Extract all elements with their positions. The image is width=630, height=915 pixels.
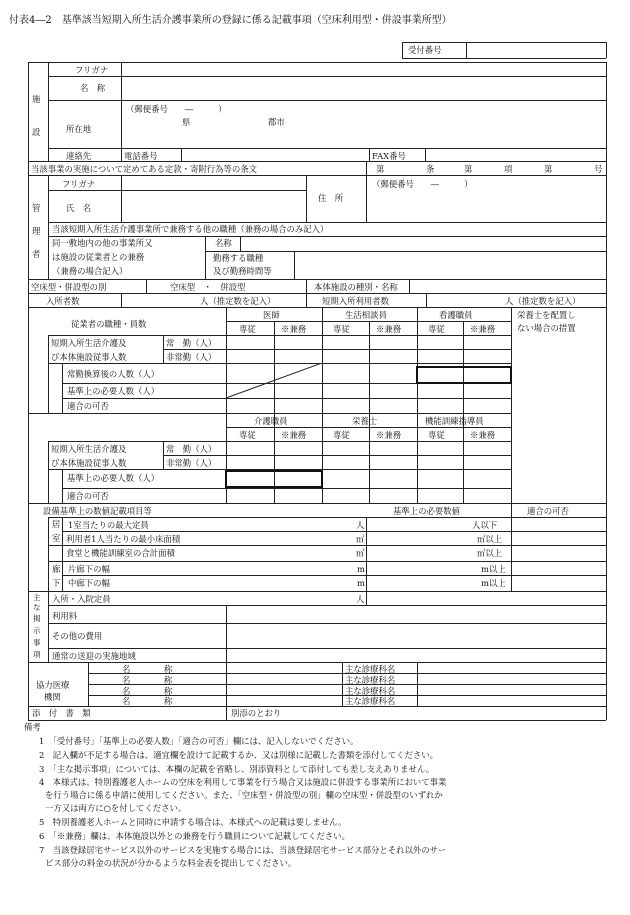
trainer-fulltime: 専従: [428, 430, 445, 440]
main-facility-type-label: 本体施設の種別・名称: [314, 282, 398, 292]
staff-adequacy-label: 適合の可否: [67, 401, 109, 411]
equipment-r2-unit: ㎡: [356, 534, 365, 544]
note-6: 6 「※兼務」欄は、本体施設以外との兼務を行う職員について記載してください。: [39, 831, 350, 841]
equipment-r1-label: 1室当たりの最大定員: [68, 520, 149, 530]
facility-fax-label: FAX番号: [372, 151, 406, 161]
posting-fee-label: 利用料: [52, 611, 78, 621]
posting-char-6: 項: [33, 650, 41, 659]
equipment-r5-label: 中廊下の幅: [68, 578, 110, 588]
articles-dai-3: 第: [544, 164, 553, 174]
staff2-irregular-label: 非常勤（人）: [166, 458, 217, 468]
note-4c: 一方又は両方に○を付してください。: [45, 803, 187, 813]
type-label: 空床型・併設型の別: [31, 282, 107, 292]
staff-row1-label-1: 短期入所生活介護及: [51, 338, 127, 348]
equipment-r2-std: ㎡以上: [477, 534, 503, 544]
staff-row1-label-2: び本体施設従事人数: [51, 352, 127, 362]
equipment-room-char-2: 室: [52, 533, 61, 543]
cooperation-label-2: 機関: [44, 692, 61, 702]
capacity-label: 入所者数: [46, 296, 80, 306]
nurse-header: 看護職員: [439, 310, 473, 320]
facility-tel-label: 電話番号: [124, 151, 158, 161]
nurse-fulltime: 専従: [428, 324, 445, 334]
facility-section-char-2: 設: [32, 127, 41, 137]
staff-regular-label: 常 勤（人）: [166, 338, 217, 348]
staff-converted-label: 常勤換算後の人数（人）: [67, 369, 160, 379]
care-concurrent: ※兼務: [281, 430, 307, 440]
facility-name-field[interactable]: [122, 77, 605, 99]
posting-transport-label: 通常の送迎の実施地域: [52, 651, 136, 661]
articles-dai-1: 第: [376, 164, 385, 174]
manager-other-name-label: 名称: [215, 238, 232, 248]
trainer-concurrent: ※兼務: [470, 430, 496, 440]
equipment-hall-char-1: 廊: [52, 564, 61, 574]
equipment-r4-label: 片廊下の幅: [68, 564, 110, 574]
manager-section-char-3: 者: [32, 249, 41, 259]
note-4b: を行う場合に係る申請に使用してください。また、「空床型・併設型の別」欄の空床型・併設型のいずれか: [45, 790, 443, 800]
equipment-header: 設備基準上の数値記載項目等: [43, 506, 152, 516]
dietitian-concurrent: ※兼務: [376, 430, 402, 440]
receipt-number-label: 受付番号: [408, 45, 442, 55]
type-value[interactable]: 空床型 ・ 併設型: [170, 282, 246, 292]
facility-section-char-1: 施: [32, 94, 41, 104]
manager-section-char-2: 理: [32, 226, 41, 236]
equipment-hall-char-2: 下: [52, 578, 61, 588]
staff-required-label: 基準上の必要人数（人）: [67, 386, 160, 396]
posting-char-3: 掲: [33, 614, 41, 623]
note-1: 1 「受付番号」「基準上の必要人数」「適合の可否」欄には、記入しないでください。: [39, 736, 359, 746]
posting-char-1: 主: [33, 593, 41, 602]
coop-name-1: 名 称: [122, 664, 173, 674]
equipment-r1-unit: 人: [356, 520, 365, 530]
note-4a: 4 本様式は、特別養護老人ホームの空床を利用して事業を行う場合又は施設に併設する事業所において事業: [39, 777, 447, 787]
facility-address-label: 所在地: [66, 124, 92, 134]
articles-jo: 条: [426, 164, 435, 174]
facility-city: 郡市: [268, 117, 285, 127]
equipment-adequacy-header: 適合の可否: [527, 506, 569, 516]
form-title: 付表4―2 基準該当短期入所生活介護事業所の登録に係る記載事項（空床利用型・併設事業所型）: [9, 15, 452, 26]
posting-char-4: 示: [33, 626, 41, 635]
cooperation-label-1: 協力医療: [36, 680, 70, 690]
equipment-r2-label: 利用者1人当たりの最小床面積: [66, 534, 181, 544]
staff-irregular-label: 非常勤（人）: [166, 352, 217, 362]
capacity-unit: 人（推定数を記入）: [200, 296, 276, 306]
diagonal-slash: [226, 363, 322, 398]
manager-address-label: 住 所: [318, 193, 344, 203]
posting-capacity-label: 入所・入院定員: [52, 594, 111, 604]
posting-char-2: な: [33, 603, 41, 612]
care-fulltime: 専従: [239, 430, 256, 440]
short-stay-unit: 人（推定数を記入）: [505, 296, 581, 306]
staff2-regular-label: 常 勤（人）: [166, 444, 217, 454]
staff2-row1-label-1: 短期入所生活介護及: [51, 444, 127, 454]
facility-postal: （郵便番号 ― ）: [126, 104, 227, 114]
manager-concurrent-label: 当該短期入所生活介護事業所で兼務する他の職種（兼務の場合のみ記入）: [52, 224, 329, 234]
equipment-r3-unit: ㎡: [356, 548, 365, 558]
equipment-r4-unit: m: [357, 564, 365, 574]
equipment-std-header: 基準上の必要数値: [393, 506, 460, 516]
attachments-value: 別添のとおり: [231, 708, 282, 718]
articles-dai-2: 第: [464, 164, 473, 174]
equipment-r5-unit: m: [357, 578, 365, 588]
attachments-label: 添 付 書 類: [32, 708, 91, 718]
nurse-concurrent: ※兼務: [470, 324, 496, 334]
staff2-adequacy-label: 適合の可否: [67, 491, 109, 501]
posting-other-cost-label: その他の費用: [52, 631, 103, 641]
manager-other-line-1: 同一敷地内の他の事業所又: [52, 238, 153, 248]
manager-name-label: 氏 名: [66, 203, 92, 213]
equipment-room-char-1: 居: [52, 519, 61, 529]
manager-furigana-label: フリガナ: [62, 179, 96, 189]
staff2-row1-label-2: び本体施設従事人数: [51, 458, 127, 468]
short-stay-label: 短期入所利用者数: [322, 296, 389, 306]
manager-section-char-1: 管: [32, 203, 41, 213]
equipment-r3-label: 食堂と機能訓練室の合計面積: [66, 548, 175, 558]
equipment-r5-std: m以上: [481, 578, 506, 588]
counselor-header: 生活相談員: [345, 310, 387, 320]
counselor-concurrent: ※兼務: [376, 324, 402, 334]
equipment-r3-std: ㎡以上: [477, 548, 503, 558]
manager-other-line-3: （兼務の場合記入）: [52, 266, 128, 276]
counselor-fulltime: 専従: [333, 324, 350, 334]
facility-name-label: 名 称: [80, 83, 106, 93]
coop-dept-3: 主な診療科名: [345, 686, 396, 696]
articles-label: 当該事業の実施について定めてある定款・寄附行為等の条文: [31, 164, 257, 174]
nurse-converted-highlight: [416, 366, 512, 384]
care-required-highlight: [225, 470, 323, 488]
staff-header: 従業者の職種・員数: [71, 319, 147, 329]
notes-heading: 備考: [24, 722, 41, 732]
coop-name-4: 名 称: [122, 696, 173, 706]
note-7b: ビス部分の料金の状況が分かるような料金表を提出してください。: [45, 858, 297, 868]
care-staff-header: 介護職員: [254, 416, 288, 426]
trainer-header: 機能訓練指導員: [425, 416, 484, 426]
facility-contact-label: 連絡先: [66, 151, 92, 161]
equipment-r1-std: 人以下: [472, 520, 498, 530]
posting-capacity-unit: 人: [356, 594, 365, 604]
staff2-required-label: 基準上の必要人数（人）: [67, 473, 160, 483]
nutritionist-header-1: 栄養士を配置し: [517, 310, 576, 320]
manager-duty-line-1: 勤務する職種: [213, 253, 264, 263]
doctor-concurrent: ※兼務: [281, 324, 307, 334]
dietitian-fulltime: 専従: [333, 430, 350, 440]
articles-ko: 項: [504, 164, 513, 174]
note-2: 2 記入欄が不足する場合は、適宜欄を設けて記載するか、又は別様に記載した書類を添付してください。: [39, 750, 438, 760]
equipment-r4-std: m以上: [481, 564, 506, 574]
coop-name-2: 名 称: [122, 675, 173, 685]
articles-go: 号: [594, 164, 603, 174]
coop-dept-1: 主な診療科名: [345, 664, 396, 674]
note-5: 5 特別養護老人ホームと同時に申請する場合は、本様式への記載は要しません。: [39, 817, 347, 827]
facility-furigana-label: フリガナ: [75, 65, 109, 75]
coop-name-3: 名 称: [122, 686, 173, 696]
manager-duty-line-2: 及び勤務時間等: [213, 266, 272, 276]
coop-dept-4: 主な診療科名: [345, 696, 396, 706]
doctor-header: 医師: [263, 310, 280, 320]
doctor-fulltime: 専従: [239, 324, 256, 334]
manager-other-line-2: は施設の従業者との兼務: [52, 252, 145, 262]
dietitian-header: 栄養士: [352, 416, 378, 426]
manager-postal: （郵便番号 ― ）: [372, 179, 473, 189]
coop-dept-2: 主な診療科名: [345, 675, 396, 685]
note-3: 3 「主な掲示事項」については、本欄の記載を省略し、別添資料として添付しても差し支えありません。: [39, 764, 435, 774]
receipt-number-field[interactable]: [467, 43, 605, 57]
facility-pref: 県: [182, 117, 191, 127]
nutritionist-header-2: ない場合の措置: [517, 323, 576, 333]
note-7a: 7 当該登録居宅サービス以外のサービスを実施する場合には、当該登録居宅サービス部分とそれ以外のサー: [39, 845, 447, 855]
posting-char-5: 事: [33, 638, 41, 647]
